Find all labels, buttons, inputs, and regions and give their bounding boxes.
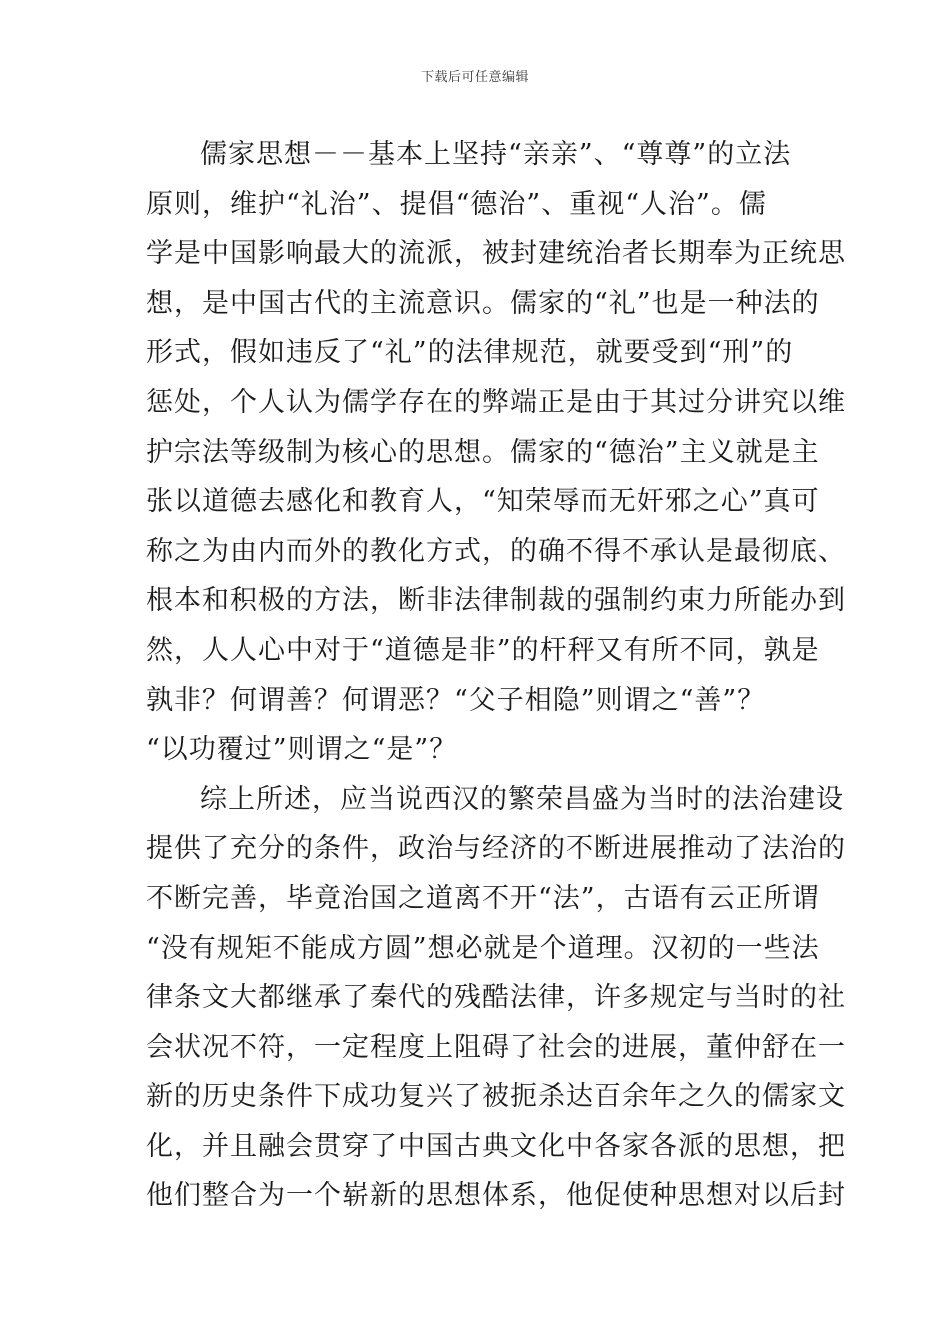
text-line: 提供了充分的条件，政治与经济的不断进展推动了法治的 <box>146 833 846 865</box>
text-line: “以功覆过”则谓之“是”？ <box>146 734 458 766</box>
text-line: 根本和积极的方法，断非法律制裁的强制约束力所能办到 <box>146 585 846 617</box>
text-line: 会状况不符，一定程度上阻碍了社会的进展，董仲舒在一 <box>146 1031 846 1063</box>
text-line: “没有规矩不能成方圆”想必就是个道理。汉初的一些法 <box>146 932 820 964</box>
text-line: 化，并且融会贯穿了中国古典文化中各家各派的思想，把 <box>146 1130 846 1162</box>
text-line: 原则，维护“礼治”、提倡“德治”、重视“人治”。儒 <box>146 188 767 220</box>
text-line: 张以道德去感化和教育人，“知荣辱而无奸邪之心”真可 <box>146 486 820 518</box>
paragraph-confucianism <box>146 130 846 775</box>
text-line: 新的历史条件下成功复兴了被扼杀达百余年之久的儒家文 <box>146 1081 846 1113</box>
text-line: 孰非？何谓善？何谓恶？“父子相隐”则谓之“善”？ <box>146 684 766 716</box>
text-line: 形式，假如违反了“礼”的法律规范，就要受到“刑”的 <box>146 337 794 369</box>
text-line: 不断完善，毕竟治国之道离不开“法”，古语有云正所谓 <box>146 882 820 914</box>
text-line: 护宗法等级制为核心的思想。儒家的“德治”主义就是主 <box>146 436 820 468</box>
document-body <box>146 130 846 1221</box>
text-line: 综上所述，应当说西汉的繁荣昌盛为当时的法治建设 <box>200 783 844 815</box>
text-line: 儒家思想－－基本上坚持“亲亲”、“尊尊”的立法 <box>200 139 792 170</box>
text-line: 惩处，个人认为儒学存在的弊端正是由于其过分讲究以维 <box>146 386 846 418</box>
text-line: 想，是中国古代的主流意识。儒家的“礼”也是一种法的 <box>146 287 820 319</box>
paragraph-summary <box>146 775 846 1221</box>
text-line: 学是中国影响最大的流派，被封建统治者长期奉为正统思 <box>146 238 846 270</box>
text-line: 然，人人心中对于“道德是非”的杆秤又有所不同，孰是 <box>146 634 820 666</box>
text-line: 他们整合为一个崭新的思想体系，他促使种思想对以后封 <box>146 1180 846 1212</box>
page-header: 下载后可任意编辑 <box>420 70 529 85</box>
text-line: 律条文大都继承了秦代的残酷法律，许多规定与当时的社 <box>146 982 846 1014</box>
text-line: 称之为由内而外的教化方式，的确不得不承认是最彻底、 <box>146 535 846 567</box>
